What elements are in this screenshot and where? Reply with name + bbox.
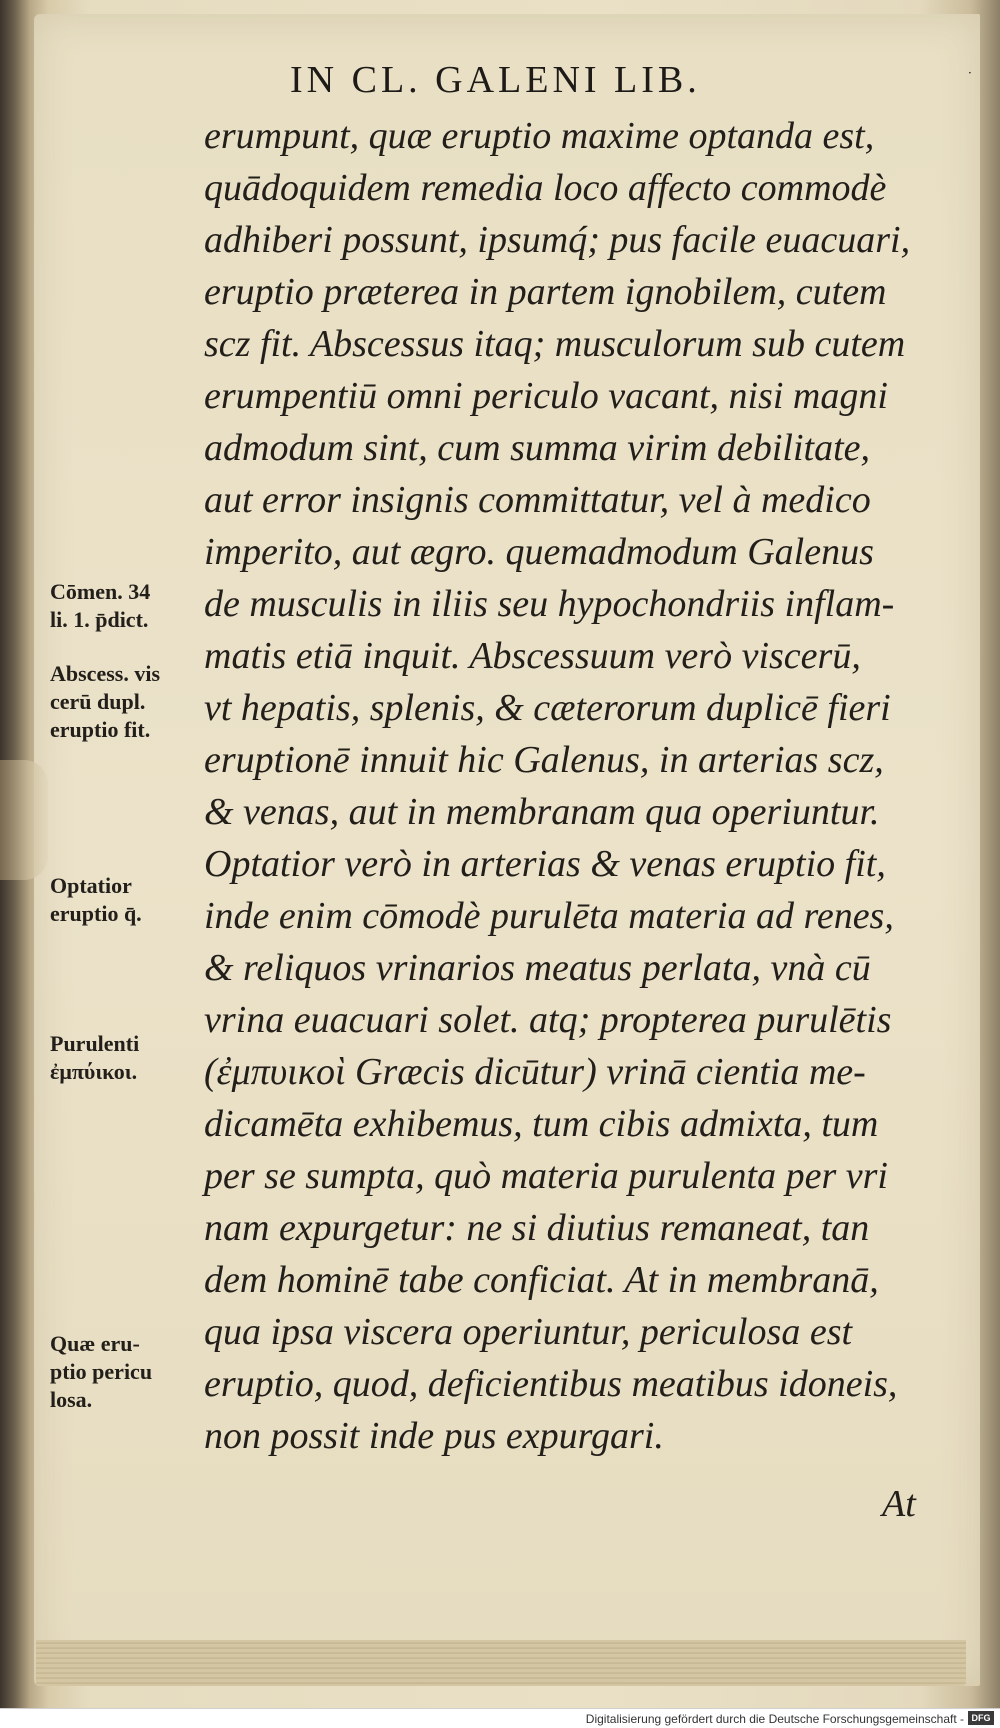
body-text [204, 110, 944, 1462]
text-line: vrina euacuari solet. atq; propterea purulētis [204, 999, 892, 1041]
text-line: dem hominē tabe conficiat. At in membranā, [204, 1259, 879, 1301]
margin-note-line: eruptio fit. [50, 717, 151, 742]
binding-clasp [0, 760, 48, 880]
margin-note-line: ptio pericu [50, 1359, 153, 1384]
text-line: inde enim cōmodè purulēta materia ad renes, [204, 895, 894, 937]
margin-note-line: Abscess. vis [50, 661, 161, 686]
text-line: eruptio præterea in partem ignobilem, cutem [204, 271, 887, 313]
text-line: dicamēta exhibemus, tum cibis admixta, tum [204, 1103, 879, 1145]
text-line: imperito, aut ægro. quemadmodum Galenus [204, 531, 874, 573]
margin-note-line: cerū dupl. [50, 689, 146, 714]
text-line: non possit inde pus expurgari. [204, 1415, 664, 1457]
margin-note-purulenti [50, 1030, 220, 1086]
text-line: & venas, aut in membranam qua operiuntur. [204, 791, 880, 833]
text-line: de musculis in iliis seu hypochondriis inflam- [204, 583, 895, 625]
margin-note-line: Cōmen. 34 [50, 579, 151, 604]
text-line: adhiberi possunt, ipsumq́; pus facile euacuari, [204, 219, 911, 261]
margin-note-line: losa. [50, 1387, 93, 1412]
text-line: nam expurgetur: ne si diutius remaneat, tan [204, 1207, 870, 1249]
text-line: aut error insignis committatur, vel à medico [204, 479, 871, 521]
margin-note-line: ἐμπύικοι. [50, 1059, 138, 1084]
dfg-logo: DFG [968, 1711, 994, 1725]
text-line: admodum sint, cum summa virim debilitate, [204, 427, 871, 469]
text-line: & reliquos vrinarios meatus perlata, vnà cū [204, 947, 871, 989]
text-line: matis etiā inquit. Abscessuum verò viscerū, [204, 635, 861, 677]
running-header: IN CL. GALENI LIB. [290, 59, 701, 101]
text-line: erumpentiū omni periculo vacant, nisi magni [204, 375, 888, 417]
footer-credit: Digitalisierung gefördert durch die Deutsche Forschungsgemeinschaft - [585, 1712, 964, 1726]
text-line: vt hepatis, splenis, & cæterorum duplicē fieri [204, 687, 891, 729]
margin-note-optatior [50, 872, 220, 928]
margin-note-line: Optatior [50, 873, 132, 898]
margin-note-abscess-eruption [50, 660, 220, 744]
margin-note-line: li. 1. p̄dict. [50, 607, 149, 632]
text-line: eruptionē innuit hic Galenus, in arterias scz, [204, 739, 884, 781]
text-line: (ἐμπυικοὶ Græcis dicūtur) vrinā cientia me- [204, 1051, 866, 1093]
text-line: eruptio, quod, deficientibus meatibus idoneis, [204, 1363, 898, 1405]
margin-note-line: eruptio q̄. [50, 901, 142, 926]
catchword: At [882, 1483, 916, 1525]
page-edges [36, 1640, 966, 1686]
margin-note-line: Quæ eru- [50, 1331, 140, 1356]
text-line: quādoquidem remedia loco affecto commodè [204, 167, 887, 209]
page-mark: · [968, 66, 972, 80]
text-line: erumpunt, quæ eruptio maxime optanda est, [204, 115, 875, 157]
margin-note-commentary-ref [50, 578, 220, 634]
margin-note-line: Purulenti [50, 1031, 140, 1056]
margin-note-dangerous-eruption [50, 1330, 220, 1414]
text-line: scz fit. Abscessus itaq; musculorum sub cutem [204, 323, 906, 365]
text-line: per se sumpta, quò materia purulenta per vri [204, 1155, 888, 1197]
text-line: Optatior verò in arterias & venas eruptio fit, [204, 843, 886, 885]
text-line: qua ipsa viscera operiuntur, periculosa est [204, 1311, 853, 1353]
